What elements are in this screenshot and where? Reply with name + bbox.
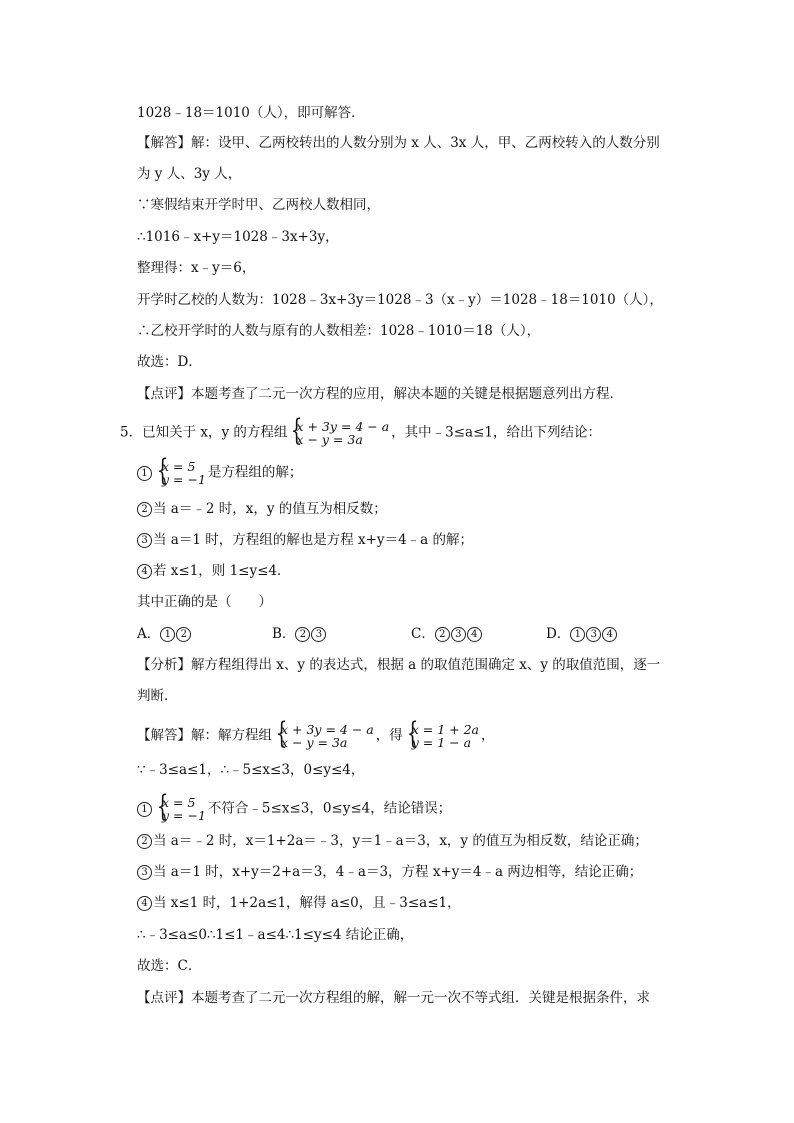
text-line: ∴1016﹣x+y＝1028﹣3x+3y， bbox=[137, 229, 339, 245]
circled-number: 2 bbox=[295, 627, 310, 642]
equation: y = −1 bbox=[162, 472, 206, 487]
comment-line: 【点评】本题考查了二元一次方程的应用，解决本题的关键是根据题意列出方程． bbox=[137, 386, 623, 402]
option-label: B． bbox=[272, 626, 296, 642]
solution-lead: 【解答】解：解方程组 bbox=[137, 727, 272, 744]
solution-text: 不符合﹣5≤x≤3，0≤y≤4，结论错误； bbox=[207, 800, 452, 817]
option-b bbox=[272, 625, 327, 643]
equation-system bbox=[155, 460, 206, 486]
equation: y = −1 bbox=[162, 808, 206, 823]
analysis-line: 【分析】解方程组得出 x、y 的表达式，根据 a 的取值范围确定 x、y 的取值范围，逐一 bbox=[137, 657, 661, 673]
circled-number: 3 bbox=[137, 533, 152, 548]
circled-number: 4 bbox=[602, 627, 617, 642]
text-line: ∴乙校开学时的人数与原有的人数相差：1028﹣1010＝18（人）， bbox=[137, 323, 541, 339]
text-line: 故选：D． bbox=[137, 354, 202, 370]
solution-text: 当 a＝1 时，x+y＝2+a＝3，4﹣a＝3，方程 x+y＝4﹣a 两边相等，结论正确； bbox=[153, 864, 643, 880]
stem-tail: ，其中﹣3≤a≤1，给出下列结论： bbox=[391, 424, 602, 441]
solution-line bbox=[137, 863, 642, 881]
equation-system bbox=[405, 723, 479, 749]
solution-line bbox=[137, 796, 451, 822]
circled-number: 2 bbox=[176, 627, 191, 642]
text-line: 为 y 人、3y 人， bbox=[137, 166, 242, 182]
circled-number: 2 bbox=[137, 502, 152, 517]
equation: x − y = 3a bbox=[296, 432, 363, 447]
circled-number: 2 bbox=[435, 627, 450, 642]
circled-number: 1 bbox=[137, 466, 152, 481]
equation-system bbox=[289, 420, 389, 446]
statement-4 bbox=[137, 562, 291, 580]
text-line: ∵寒假结束开学时甲、乙两校人数相同， bbox=[137, 197, 380, 213]
solution-line bbox=[137, 894, 461, 912]
solution-line: ∴﹣3≤a≤0∴1≤1﹣a≤4∴1≤y≤4 结论正确， bbox=[137, 927, 414, 943]
equation-system bbox=[155, 796, 206, 822]
equation: y = 1 − a bbox=[411, 735, 472, 750]
solution-line: 故选：C． bbox=[137, 958, 202, 974]
solution-text: ， bbox=[480, 727, 495, 744]
statement-text: 当 a＝1 时，方程组的解也是方程 x+y＝4﹣a 的解； bbox=[153, 532, 473, 548]
circled-number: 3 bbox=[311, 627, 326, 642]
circled-number: 4 bbox=[137, 564, 152, 579]
solution-text: 当 x≤1 时，1+2a≤1，解得 a≤0，且﹣3≤a≤1， bbox=[153, 895, 461, 911]
statement-text: 是方程组的解； bbox=[207, 464, 303, 481]
equation: { x + 3y = 4 − a bbox=[296, 419, 390, 434]
option-label: C． bbox=[411, 626, 435, 642]
text-line: 整理得：x﹣y＝6， bbox=[137, 260, 256, 276]
solution-line bbox=[137, 723, 494, 749]
circled-number: 1 bbox=[570, 627, 585, 642]
equation: { x = 5 bbox=[162, 795, 196, 810]
solution-text: ，得 bbox=[375, 727, 403, 744]
equation: { x + 3y = 4 − a bbox=[281, 722, 374, 737]
solution-text: 当 a＝﹣2 时，x＝1+2a＝﹣3，y＝1﹣a＝3，x，y 的值互为相反数，结论正确； bbox=[153, 833, 648, 849]
option-d bbox=[546, 625, 618, 643]
statement-text: 若 x≤1，则 1≤y≤4． bbox=[153, 563, 291, 579]
equation: { x = 5 bbox=[162, 459, 196, 474]
question-prompt: 其中正确的是（ ） bbox=[137, 594, 272, 610]
circled-number: 3 bbox=[586, 627, 601, 642]
circled-number: 2 bbox=[137, 834, 152, 849]
circled-number: 1 bbox=[137, 802, 152, 817]
statement-text: 当 a＝﹣2 时，x，y 的值互为相反数； bbox=[153, 501, 387, 517]
comment-line: 【点评】本题考查了二元一次方程组的解，解一元一次不等式组．关键是根据条件，求 bbox=[137, 990, 650, 1006]
option-label: D． bbox=[546, 626, 571, 642]
circled-number: 3 bbox=[137, 865, 152, 880]
option-c bbox=[411, 625, 483, 643]
text-line: 1028﹣18＝1010（人），即可解答． bbox=[137, 105, 365, 121]
solution-line: ∵﹣3≤a≤1，∴﹣5≤x≤3，0≤y≤4， bbox=[137, 762, 365, 778]
circled-number: 1 bbox=[160, 627, 175, 642]
statement-3 bbox=[137, 531, 473, 549]
equation: { x = 1 + 2a bbox=[411, 722, 479, 737]
circled-number: 3 bbox=[451, 627, 466, 642]
question-stem bbox=[120, 420, 601, 446]
analysis-line: 判断． bbox=[137, 688, 178, 704]
text-line: 开学时乙校的人数为：1028﹣3x+3y＝1028﹣3（x﹣y）＝1028﹣18＝1010（人）， bbox=[137, 292, 663, 308]
answer-line: 【解答】解：设甲、乙两校转出的人数分别为 x 人、3x 人，甲、乙两校转入的人数分别 bbox=[137, 135, 660, 151]
equation-system bbox=[274, 723, 374, 749]
option-label: A． bbox=[137, 626, 161, 642]
statement-1 bbox=[137, 460, 302, 486]
option-a bbox=[137, 625, 192, 643]
equation: x − y = 3a bbox=[281, 735, 348, 750]
circled-number: 4 bbox=[467, 627, 482, 642]
statement-2 bbox=[137, 500, 387, 518]
circled-number: 4 bbox=[137, 896, 152, 911]
solution-line bbox=[137, 832, 648, 850]
stem-lead: 5．已知关于 x，y 的方程组 bbox=[120, 424, 288, 441]
